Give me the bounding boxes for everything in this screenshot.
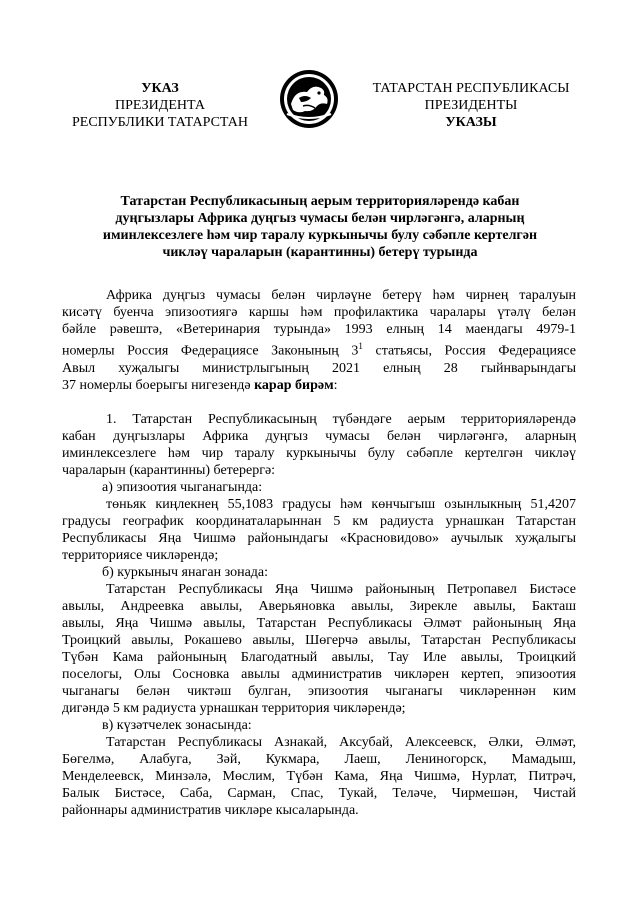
preamble-line-4-a: номерлы Россия Федерациясе Законының 3 (62, 343, 359, 359)
title-line-4: чикләү чараларын (карантинны) бетерү турында (162, 245, 478, 260)
title-line-3: иминлексезлеге һәм чир таралу куркынычы булу сәбәпле кертелгән (102, 228, 538, 243)
preamble-line-6 (62, 377, 576, 394)
sub-c-line-5: районнары административ чикләре кысаларында. (62, 802, 359, 818)
point1-line-4: чараларын (карантинны) бетерергә: (62, 462, 276, 478)
sub-a-line-2: градусы географик координаталарыннан 5 км радиуста урнашкан Татарстан (62, 513, 576, 529)
sub-a-line-3: Республикасы Яңа Чишмә районындагы «Красновидово» аучылык хуҗалыгы (62, 530, 576, 546)
sub-b-line-7: чыганагы белән чиктәш булган, эпизоотия чыганагы чикләреннән ким (62, 683, 576, 699)
preamble-resolution: карар бирәм (254, 377, 334, 393)
sub-b-line-1: Татарстан Республикасы Яңа Чишмә районының Петропавел Бистәсе (106, 581, 576, 597)
header-left-line-2: ПРЕЗИДЕНТА (115, 98, 205, 113)
tatarstan-emblem-icon (277, 68, 341, 130)
sub-b-line-5: Түбән Кама районының Благодатный авылы, Тау Иле авылы, Троицкий (62, 649, 576, 665)
sub-b-line-4: Троицкий авылы, Рокашево авылы, Шөгерчә авылы, Татарстан Республикасы (62, 632, 576, 648)
decree-title (70, 193, 570, 261)
sub-b-label: б) куркыныч янаган зонада: (102, 564, 269, 580)
title-line-1: Татарстан Республикасының аерым территорияләрендә кабан (120, 194, 520, 209)
preamble-line-6-c: : (333, 377, 338, 393)
header-right-line-2: ПРЕЗИДЕНТЫ (424, 98, 518, 113)
sub-a-line-1: төньяк киңлекнең 55,1083 градусы һәм көнчыгыш озынлыкның 51,4207 (106, 496, 576, 512)
preamble-line-3: бәйле рәвештә, «Ветеринария турында» 1993 елның 14 маендагы 4979-1 (62, 322, 576, 337)
sub-c-line-3: Менделеевск, Минзәлә, Мөслим, Түбән Кама, Яңа Чишмә, Нурлат, Питрәч, (62, 768, 576, 784)
header-left-line-1: УКАЗ (141, 81, 179, 96)
sub-b-line-6: поселогы, Олы Сосновка авылы административ чикләрен кертеп, эпизоотия (62, 666, 576, 682)
preamble-line-6-a: 37 номерлы боерыгы нигезендә (62, 377, 255, 393)
title-line-2: дуңгызлары Африка дуңгыз чумасы белән чирләгәнгә, аларның (115, 211, 525, 226)
sub-b-line-8: дигәндә 5 км радиуста урнашкан территория чикләрендә; (62, 700, 406, 716)
sub-c-line-2: Бөгелмә, Алабуга, Зәй, Кукмара, Лаеш, Лениногорск, Мамадыш, (62, 751, 576, 767)
sub-b-line-2: авылы, Андреевка авылы, Аверьяновка авылы, Зирекле авылы, Бакташ (62, 598, 576, 614)
sub-b-line-3: авылы, Яңа Чишмә авылы, Татарстан Республикасы Әлмәт районының Яңа (62, 615, 576, 631)
sub-c-line-4: Балык Бистәсе, Саба, Сарман, Спас, Тукай, Теләче, Чирмешән, Чистай (62, 785, 576, 801)
point1-line-3: иминлексезлеге һәм чир таралу куркынычы булу сәбәпле кертелгән чикләү (62, 445, 576, 461)
preamble-line-4 (62, 338, 576, 360)
point1-line-2: кабан дуңгызлары Африка дуңгыз чумасы белән чирләгәнгә, аларның (62, 428, 576, 444)
preamble-line-5: Авыл хуҗалыгы министрлыгының 2021 елның 28 гыйнварындагы (62, 360, 576, 376)
sub-a-label: а) эпизоотия чыганагында: (102, 479, 263, 495)
decree-body (62, 287, 576, 819)
point1-line-1: 1. Татарстан Республикасының түбәндәге аерым территорияләрендә (106, 411, 576, 427)
sub-a-line-4: территориясе чикләрендә; (62, 547, 219, 563)
sub-c-label: в) күзәтчелек зонасында: (102, 717, 252, 733)
preamble-line-4-b: статьясы, Россия Федерациясе (362, 343, 576, 359)
sub-c-line-1: Татарстан Республикасы Азнакай, Аксубай, Алексеевск, Әлки, Әлмәт, (106, 734, 576, 750)
header-right-line-3: УКАЗЫ (445, 115, 497, 130)
header-right (358, 80, 584, 131)
preamble-line-2: кисәтү буенча эпизоотиягә каршы һәм профилактика чаралары үтәлү белән (62, 305, 576, 320)
header-left (60, 80, 260, 131)
header-right-line-1: ТАТАРСТАН РЕСПУБЛИКАСЫ (372, 81, 570, 96)
header-left-line-3: РЕСПУБЛИКИ ТАТАРСТАН (71, 115, 248, 130)
preamble-line-1: Африка дуңгыз чумасы белән чирләүне бетерү һәм чирнең таралуын (106, 288, 576, 303)
preamble-superscript: 1 (358, 341, 363, 351)
